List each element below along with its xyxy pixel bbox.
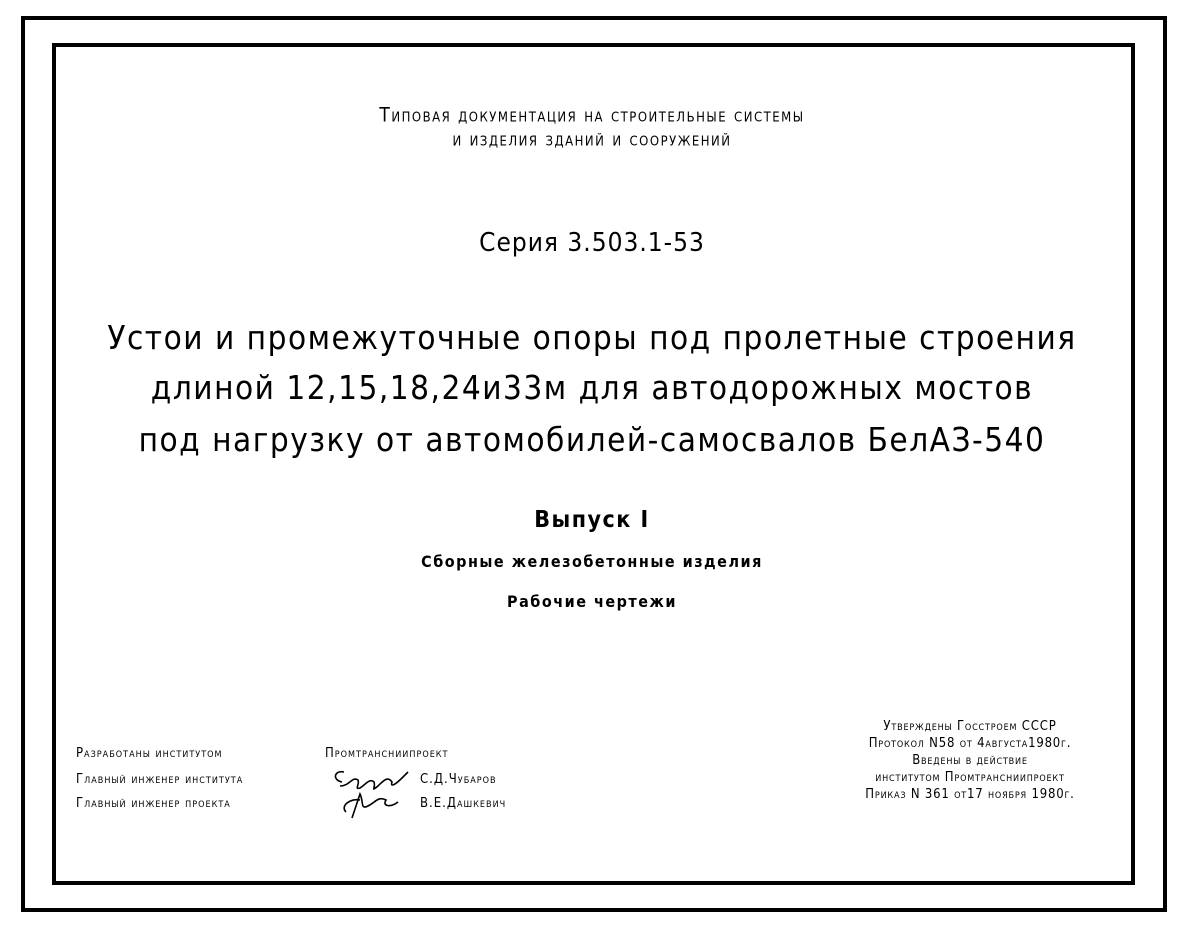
chief-engineer-project-name: В.Е.Дашкевич	[420, 796, 507, 811]
subtitle-drawings: Рабочие чертежи	[507, 592, 677, 611]
subtitle-products: Сборные железобетонные изделия	[421, 552, 763, 571]
header-line-2: и изделия зданий и сооружений	[452, 127, 732, 151]
title-line-1: Устои и промежуточные опоры под пролетные строения	[107, 318, 1077, 357]
series-number: Серия 3.503.1-53	[479, 228, 705, 258]
issue-number: Выпуск I	[534, 507, 650, 533]
chief-engineer-institute-label: Главный инженер института	[76, 772, 244, 787]
approval-line-2: Протокол N58 от 4августа1980г.	[868, 736, 1072, 751]
approval-line-3: Введены в действие	[912, 753, 1028, 768]
header-line-1: Типовая документация на строительные системы	[379, 103, 805, 127]
title-line-2: длиной 12,15,18,24и33м для автодорожных мостов	[150, 368, 1034, 407]
chief-engineer-institute-name: С.Д.Чубаров	[420, 772, 497, 787]
approval-line-1: Утверждены Госстроем СССР	[883, 719, 1057, 734]
approval-block	[830, 718, 1110, 803]
approval-line-4: институтом Промтрансниипроект	[875, 770, 1065, 785]
title-line-3: под нагрузку от автомобилей-самосвалов БелАЗ-540	[138, 420, 1046, 459]
chief-engineer-project-label: Главный инженер проекта	[76, 796, 231, 811]
approval-line-5: Приказ N 361 от17 ноября 1980г.	[865, 787, 1075, 802]
signature-chubarov	[330, 762, 420, 820]
developed-by-label: Разработаны институтом	[76, 746, 223, 761]
institute-name: Промтрансниипроект	[325, 746, 449, 761]
